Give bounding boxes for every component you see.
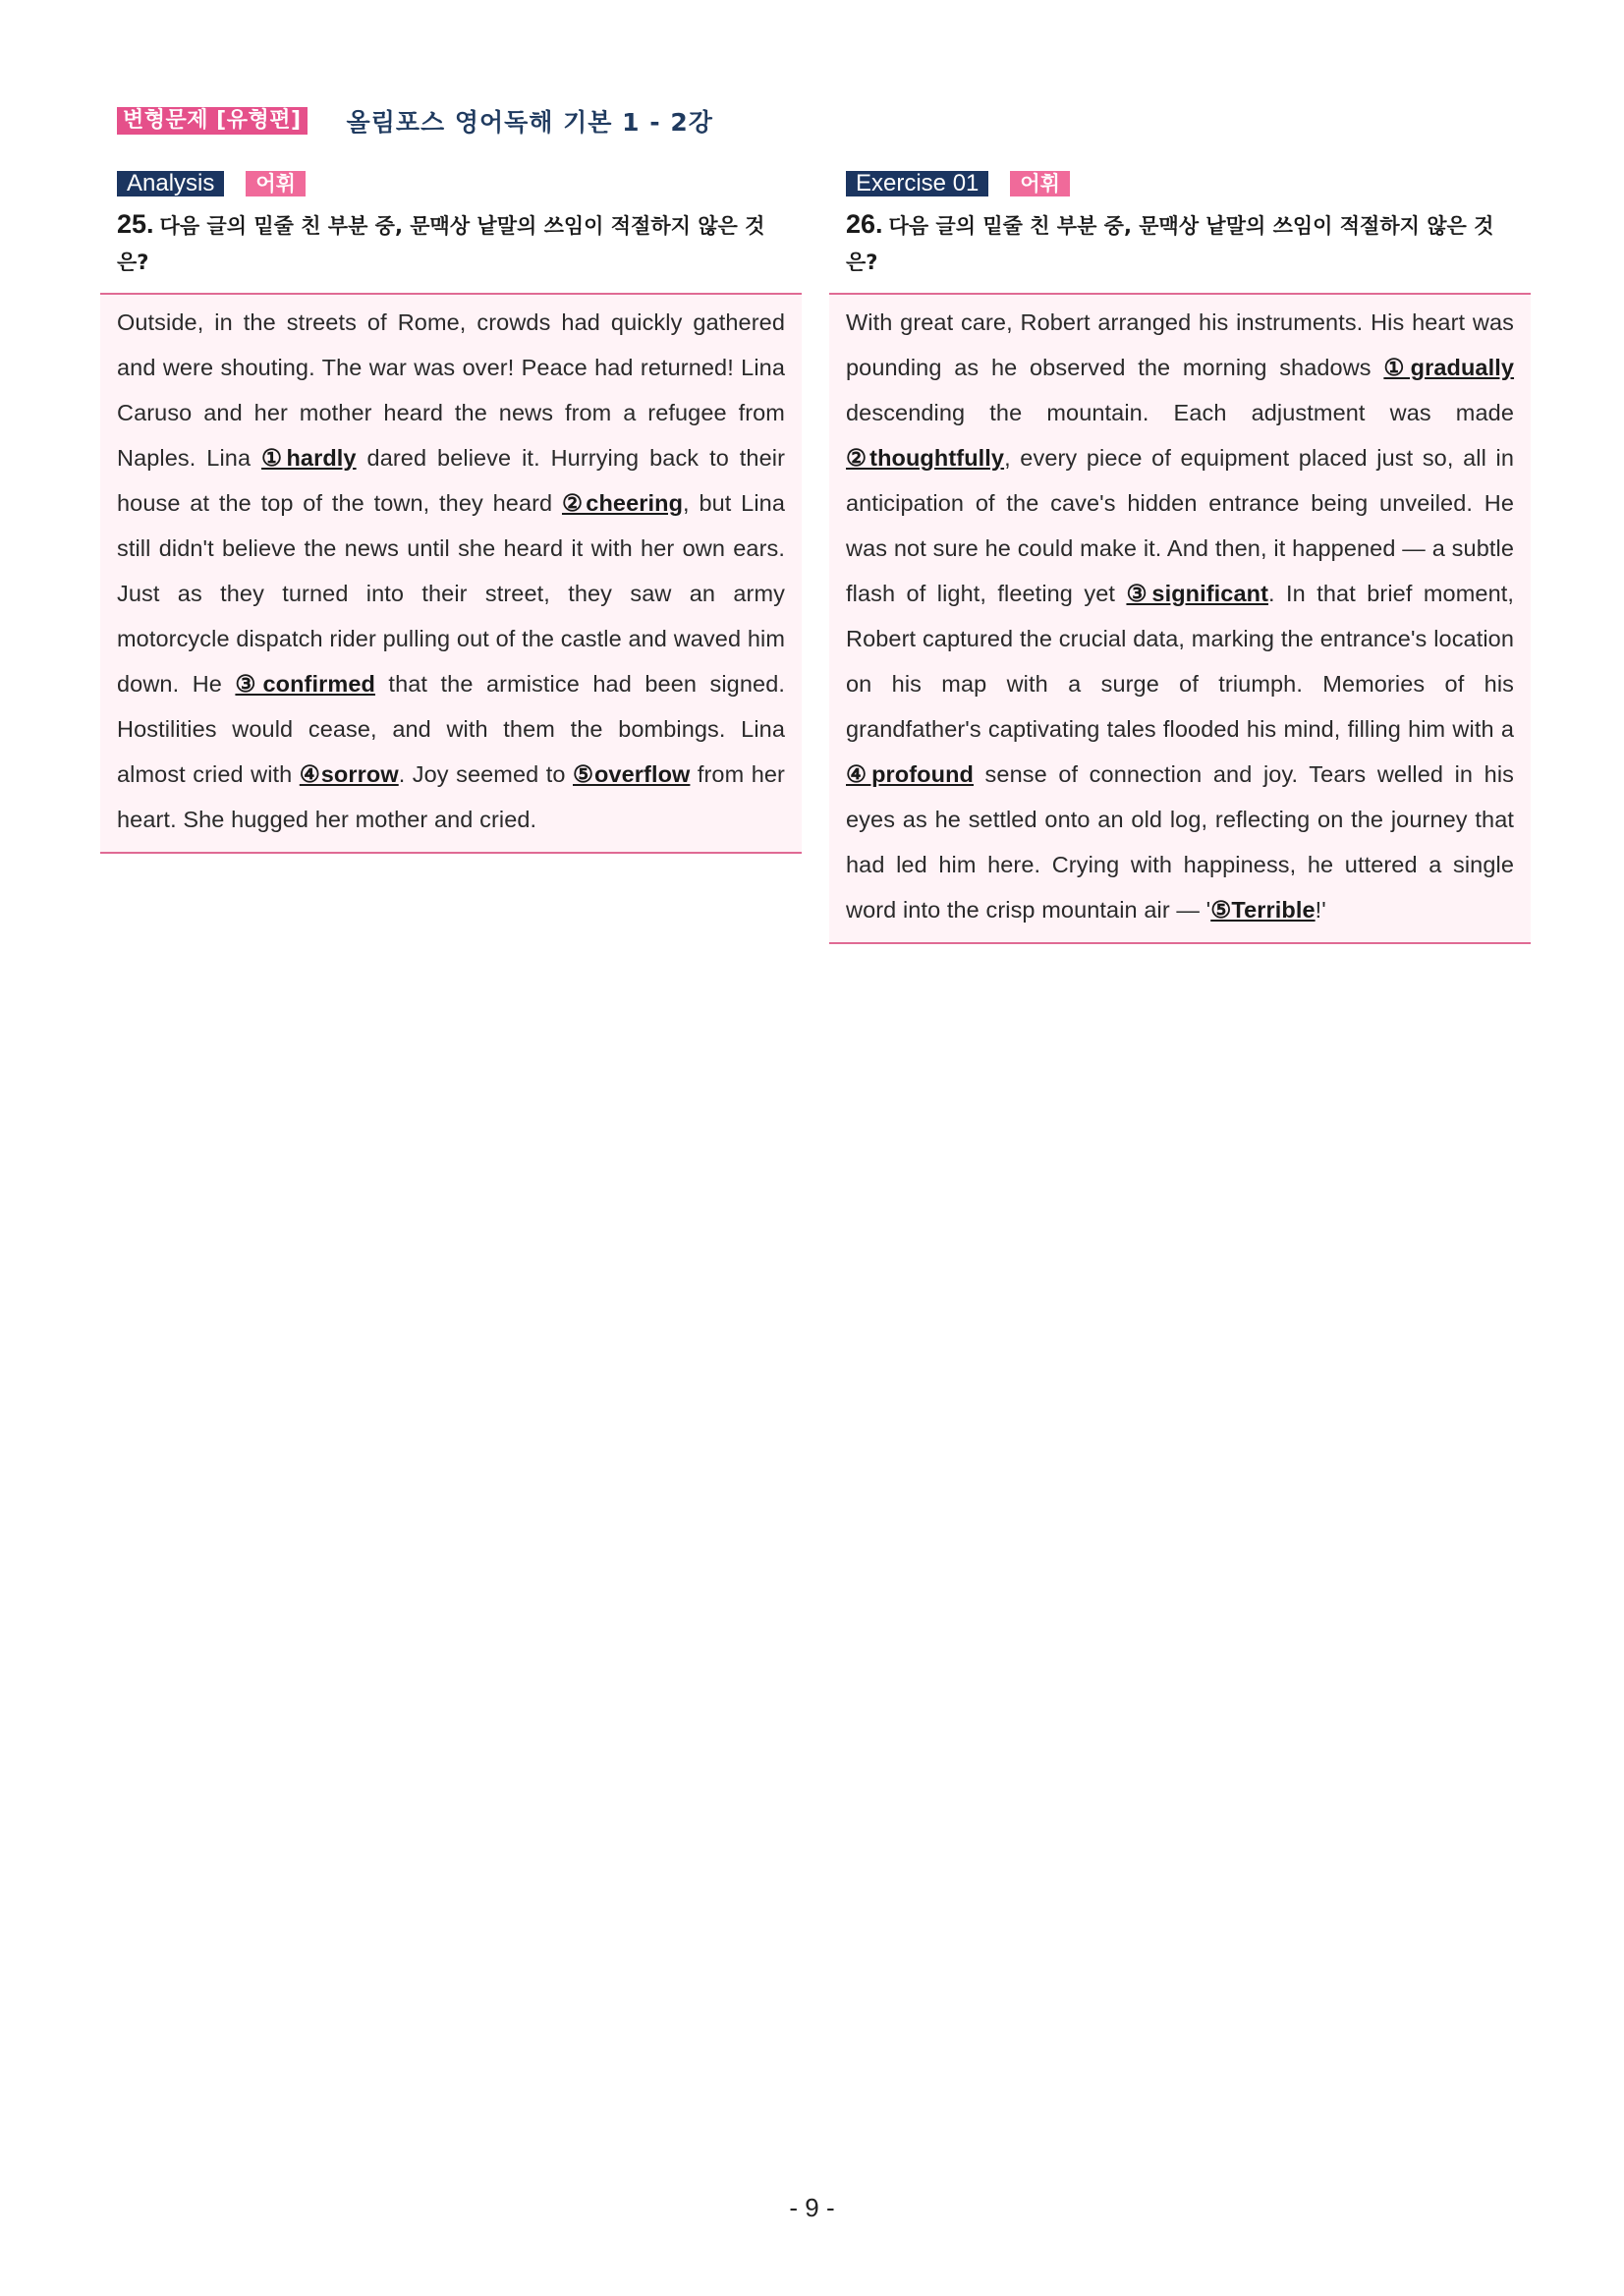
underlined-option-2: ②thoughtfully — [846, 445, 1005, 471]
question-text: 다음 글의 밑줄 친 부분 중, 문맥상 낱말의 쓰임이 적절하지 않은 것은? — [846, 214, 1494, 274]
passage-segment: from her heart. She hugged her mother and cried. — [117, 761, 785, 832]
underlined-option-5: ⑤overflow — [573, 761, 691, 787]
question-tags — [117, 169, 802, 198]
passage-segment: With great care, Robert arranged his instruments. His heart was pounding as he observed the morning shadows — [846, 309, 1514, 380]
question-number: 25. — [117, 209, 154, 239]
section-badge: 변형문제 [유형편] — [117, 107, 308, 135]
passage-segment: sense of connection and joy. Tears welled in his eyes as he settled onto an old log, reflecting on the journey that had led him here. Crying with happiness, he uttered a single word into the crisp mountain air — ' — [846, 761, 1514, 923]
underlined-option-2: ②cheering — [561, 490, 684, 516]
underlined-option-5: ⑤Terrible — [1210, 897, 1316, 923]
passage-text — [846, 300, 1514, 932]
passage-segment: , every piece of equipment placed just so, all in anticipation of the cave's hidden entrance being unveiled. He was not sure he could make it. And then, it happened — a subtle flash of light, fleeting yet — [846, 445, 1514, 606]
passage-segment: that the armistice had been signed. Hostilities would cease, and with them the bombings. Lina almost cried with — [117, 671, 785, 787]
analysis-tag: Analysis — [117, 171, 224, 196]
exercise-tag: Exercise 01 — [846, 171, 988, 196]
underlined-option-3: ③significant — [1126, 581, 1269, 606]
underlined-option-1: ①gradually — [1383, 355, 1515, 380]
passage-segment: Outside, in the streets of Rome, crowds had quickly gathered and were shouting. The war was over! Peace had returned! Lina Caruso and her mother heard the news from a refugee from Naples. Lina — [117, 309, 785, 471]
passage-segment: . In that brief moment, Robert captured the crucial data, marking the entrance's location on his map with a surge of triumph. Memories of his grandfather's captivating tales flooded his mind, filling him with a — [846, 581, 1515, 742]
passage-segment: dared believe it. Hurrying back to their house at the top of the town, they heard — [117, 445, 785, 516]
book-title: 올림포스 영어독해 기본 1 - 2강 — [346, 108, 713, 137]
passage-box — [829, 293, 1531, 944]
vocab-tag: 어휘 — [1010, 171, 1070, 196]
passage-text — [117, 300, 785, 842]
passage-segment: . Joy seemed to — [398, 761, 573, 787]
question-26 — [829, 169, 1531, 944]
question-text: 다음 글의 밑줄 친 부분 중, 문맥상 낱말의 쓰임이 적절하지 않은 것은? — [117, 214, 765, 274]
passage-box — [100, 293, 802, 854]
underlined-option-4: ④profound — [846, 761, 974, 787]
underlined-option-3: ③confirmed — [235, 671, 375, 697]
question-prompt — [846, 206, 1514, 281]
question-prompt — [117, 206, 785, 281]
passage-segment: descending the mountain. Each adjustment was made — [846, 400, 1514, 425]
underlined-option-4: ④sorrow — [299, 761, 399, 787]
passage-segment: , but Lina still didn't believe the news until she heard it with her own ears. Just as they turned into their street, they saw an army motorcycle dispatch rider pulling out of the castle and waved him down. He — [117, 490, 785, 697]
passage-segment: !' — [1315, 897, 1326, 923]
question-25 — [100, 169, 802, 854]
page-number: - 9 - — [789, 2193, 835, 2222]
question-tags — [846, 169, 1531, 198]
page-header — [117, 104, 713, 138]
vocab-tag: 어휘 — [246, 171, 306, 196]
question-number: 26. — [846, 209, 883, 239]
underlined-option-1: ①hardly — [261, 445, 357, 471]
